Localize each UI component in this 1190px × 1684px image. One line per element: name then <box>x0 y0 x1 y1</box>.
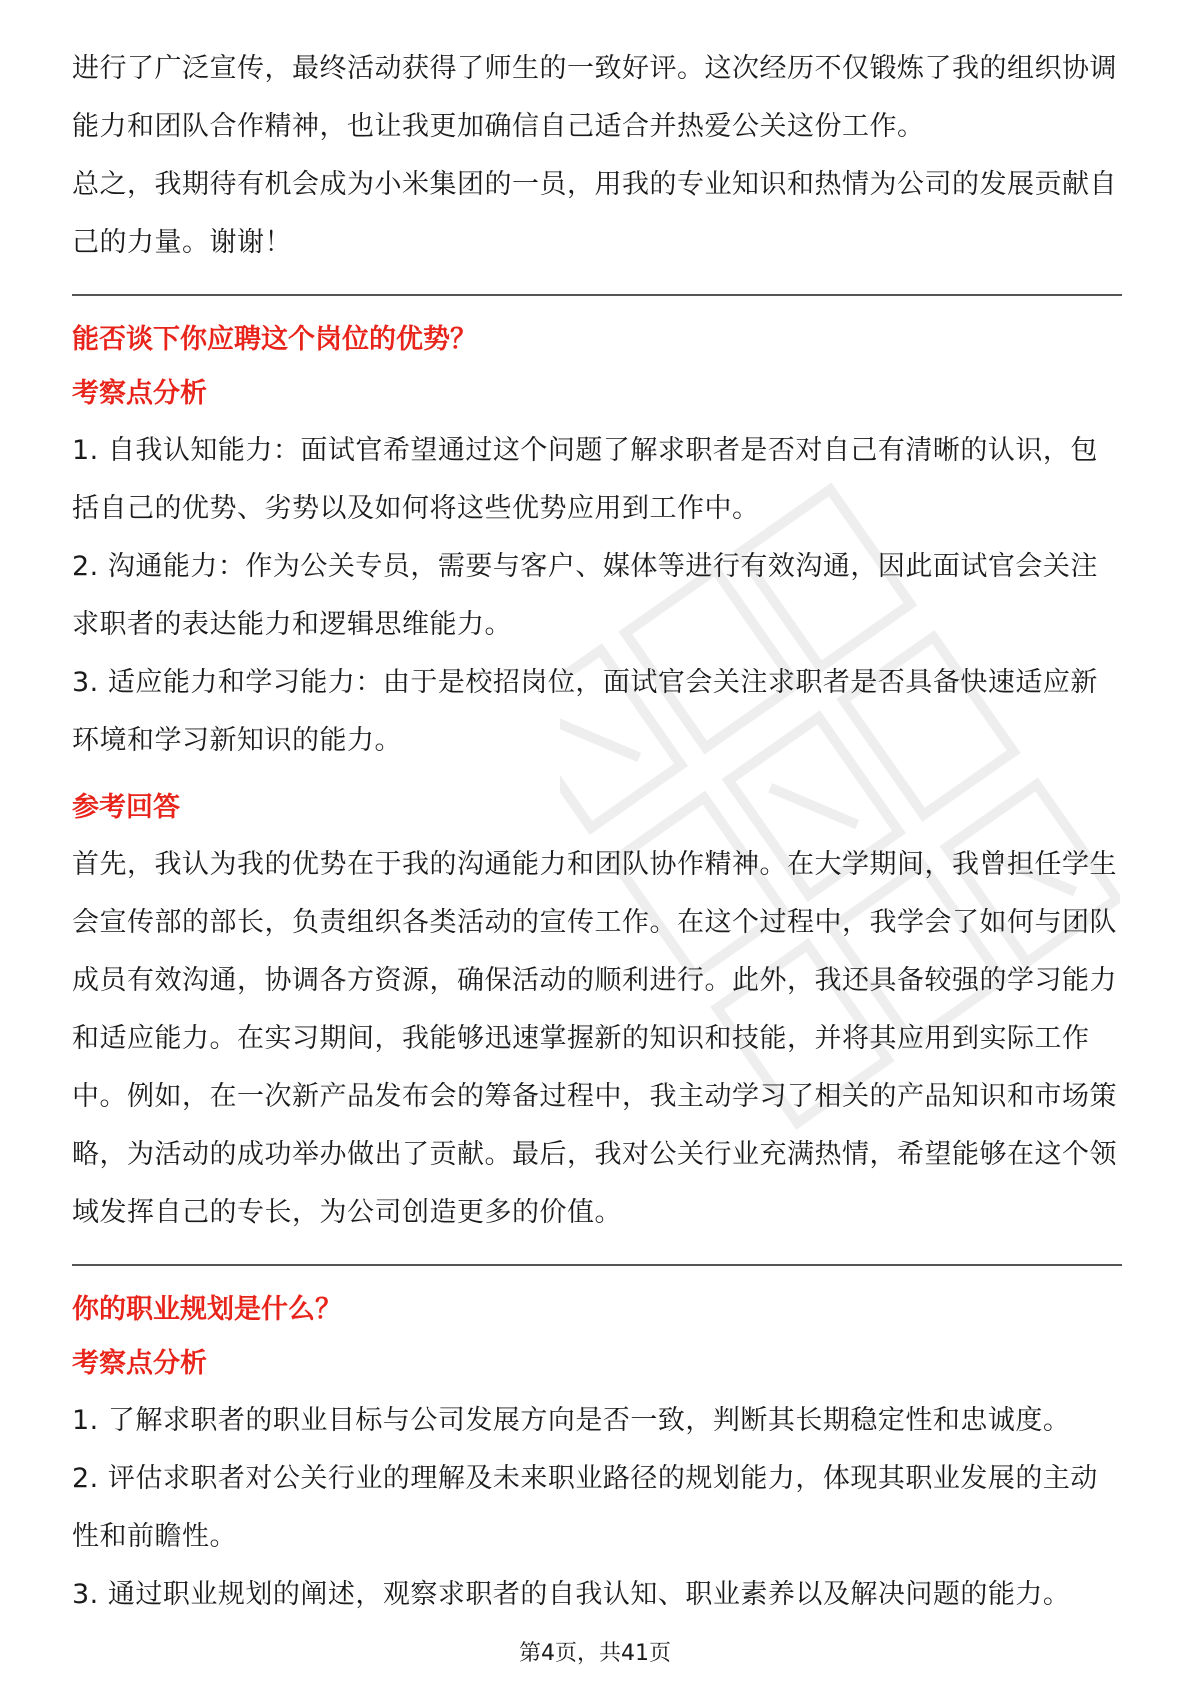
section-divider <box>72 294 1122 296</box>
analysis-item: 3. 适应能力和学习能力：由于是校招岗位，面试官会关注求职者是否具备快速适应新环境和学习新知识的能力。 <box>72 667 1098 756</box>
analysis-heading: 考察点分析 <box>72 1348 207 1379</box>
question-title: 能否谈下你应聘这个岗位的优势？ <box>72 324 477 355</box>
analysis-item: 2. 评估求职者对公关行业的理解及未来职业路径的规划能力，体现其职业发展的主动性和前瞻性。 <box>72 1463 1098 1552</box>
analysis-heading: 考察点分析 <box>72 378 207 409</box>
document-body <box>72 40 1122 1624</box>
section-divider <box>72 1264 1122 1266</box>
analysis-item: 2. 沟通能力：作为公关专员，需要与客户、媒体等进行有效沟通，因此面试官会关注求职者的表达能力和逻辑思维能力。 <box>72 551 1098 640</box>
answer-paragraph: 首先，我认为我的优势在于我的沟通能力和团队协作精神。在大学期间，我曾担任学生会宣传部的部长，负责组织各类活动的宣传工作。在这个过程中，我学会了如何与团队成员有效沟通，协调各方资源，确保活动的顺利进行。此外，我还具备较强的学习能力和适应能力。在实习期间，我能够迅速掌握新的知识和技能，并将其应用到实际工作中。例如，在一次新产品发布会的筹备过程中，我主动学习了相关的产品知识和市场策略，为活动的成功举办做出了贡献。最后，我对公关行业充满热情，希望能够在这个领域发挥自己的专长，为公司创造更多的价值。 <box>72 849 1117 1228</box>
analysis-item: 1. 了解求职者的职业目标与公司发展方向是否一致，判断其长期稳定性和忠诚度。 <box>72 1405 1071 1436</box>
intro-section <box>72 40 1122 272</box>
intro-paragraph-1: 进行了广泛宣传，最终活动获得了师生的一致好评。这次经历不仅锻炼了我的组织协调能力和团队合作精神，也让我更加确信自己适合并热爱公关这份工作。 <box>72 53 1117 142</box>
analysis-item: 3. 通过职业规划的阐述，观察求职者的自我认知、职业素养以及解决问题的能力。 <box>72 1579 1071 1610</box>
question-title: 你的职业规划是什么？ <box>72 1294 342 1325</box>
analysis-item: 1. 自我认知能力：面试官希望通过这个问题了解求职者是否对自己有清晰的认识，包括自己的优势、劣势以及如何将这些优势应用到工作中。 <box>72 435 1098 524</box>
question-section-2 <box>72 1284 1122 1624</box>
question-section-1 <box>72 314 1122 1242</box>
answer-heading: 参考回答 <box>72 792 180 823</box>
intro-paragraph-2: 总之，我期待有机会成为小米集团的一员，用我的专业知识和热情为公司的发展贡献自己的力量。谢谢！ <box>72 169 1117 258</box>
page-number: 第4页，共41页 <box>519 1641 671 1666</box>
